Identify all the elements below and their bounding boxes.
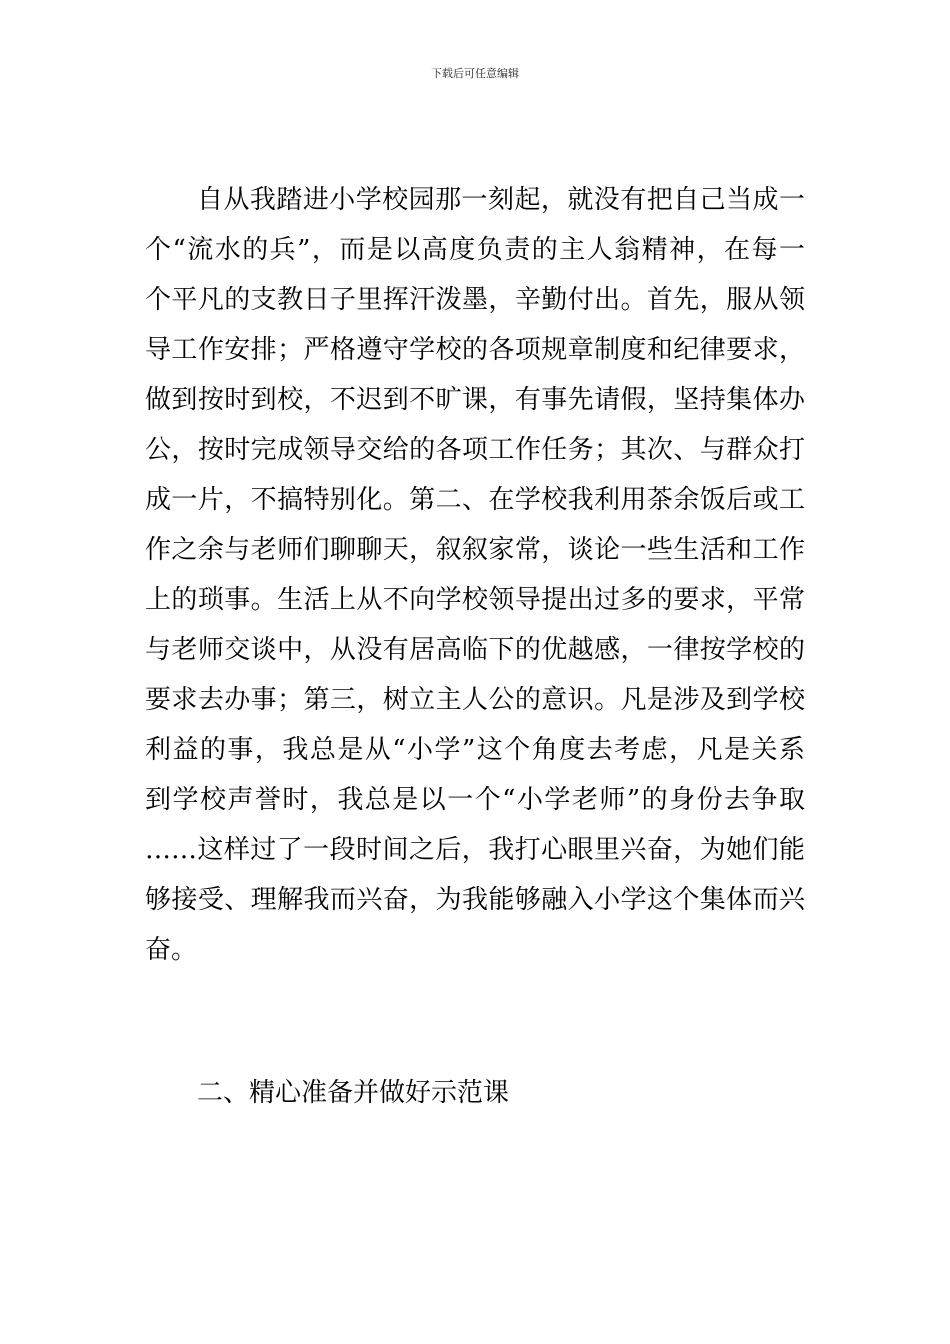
paragraph-line: 到学校声誉时，我总是以一个“小学老师”的身份去争取 <box>145 785 805 815</box>
paragraph-line: 与老师交谈中，从没有居高临下的优越感，一律按学校的 <box>145 635 805 665</box>
paragraph-line: 导工作安排；严格遵守学校的各项规章制度和纪律要求， <box>145 335 805 365</box>
paragraph-line: 做到按时到校，不迟到不旷课，有事先请假，坚持集体办 <box>145 385 805 415</box>
paragraph-line: 要求去办事；第三，树立主人公的意识。凡是涉及到学校 <box>145 685 805 715</box>
paragraph-line: 奋。 <box>145 935 198 965</box>
paragraph-line: 成一片，不搞特别化。第二、在学校我利用茶余饭后或工 <box>145 485 805 515</box>
paragraph-line: 够接受、理解我而兴奋，为我能够融入小学这个集体而兴 <box>145 885 805 915</box>
section-heading: 二、精心准备并做好示范课 <box>197 1078 510 1108</box>
body-paragraph <box>145 175 805 975</box>
paragraph-line: 公，按时完成领导交给的各项工作任务；其次、与群众打 <box>145 435 805 465</box>
paragraph-line: 自从我踏进小学校园那一刻起，就没有把自己当成一 <box>197 185 805 215</box>
paragraph-line: 上的琐事。生活上从不向学校领导提出过多的要求，平常 <box>145 585 805 615</box>
paragraph-line: ……这样过了一段时间之后，我打心眼里兴奋，为她们能 <box>145 835 805 865</box>
paragraph-line: 个“流水的兵”，而是以高度负责的主人翁精神，在每一 <box>145 235 805 265</box>
paragraph-line: 个平凡的支教日子里挥汗泼墨，辛勤付出。首先，服从领 <box>145 285 805 315</box>
page-header-note: 下载后可任意编辑 <box>431 67 519 80</box>
paragraph-line: 作之余与老师们聊聊天，叙叙家常，谈论一些生活和工作 <box>145 535 805 565</box>
paragraph-line: 利益的事，我总是从“小学”这个角度去考虑，凡是关系 <box>145 735 805 765</box>
